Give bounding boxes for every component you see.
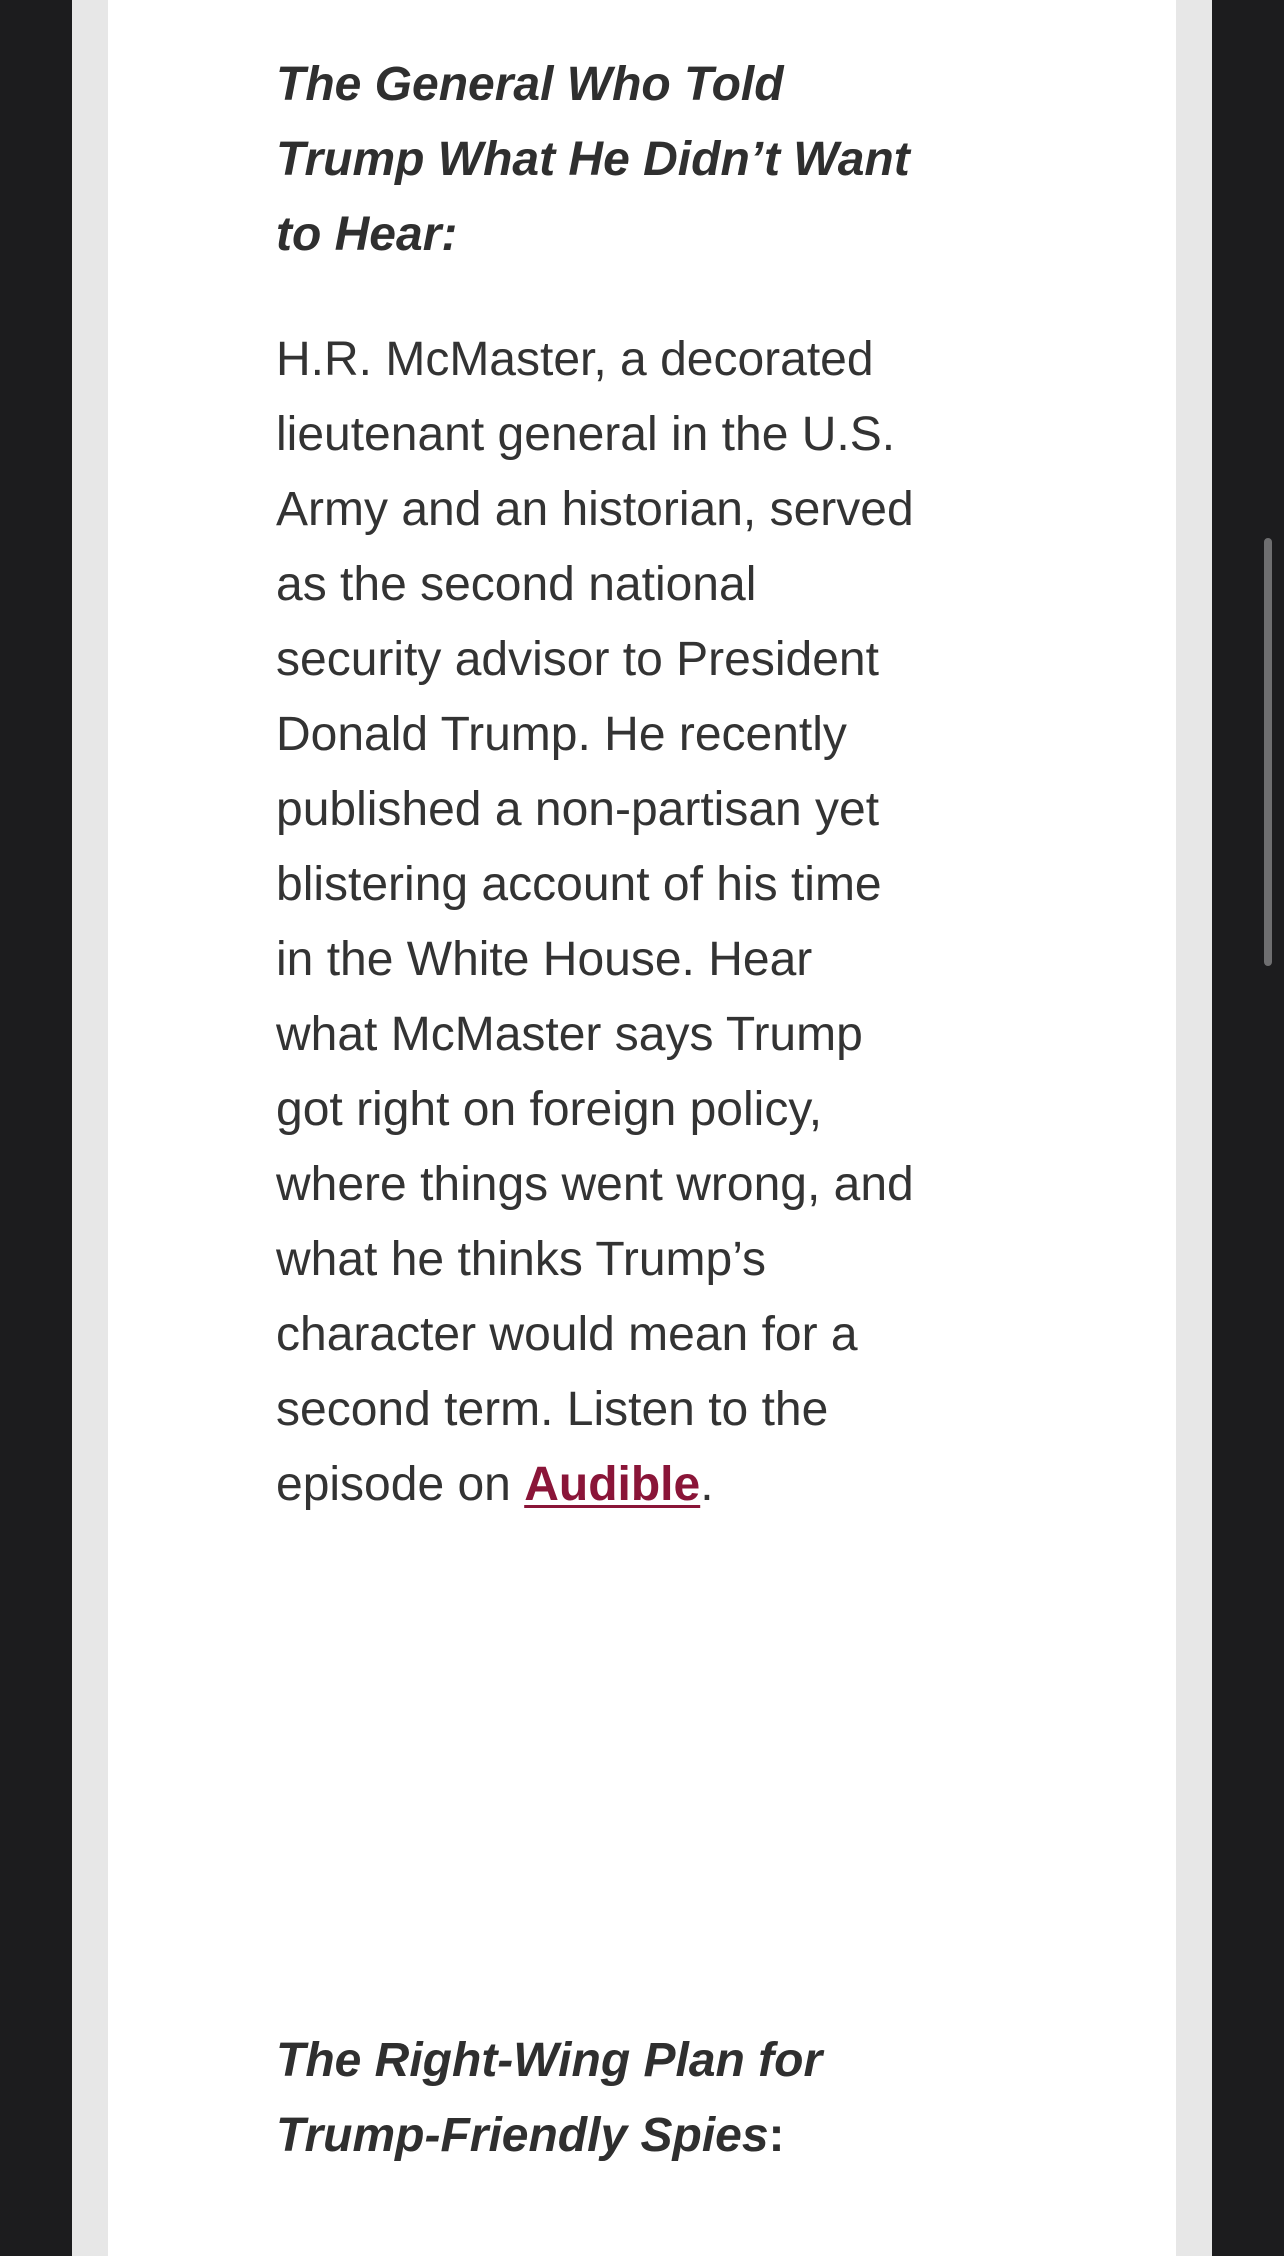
body-period: . xyxy=(700,1458,714,1511)
section-body-mcmaster xyxy=(276,322,916,1522)
audible-link[interactable]: Audible xyxy=(524,1458,701,1511)
heading-colon: : xyxy=(768,2109,785,2162)
section-heading-spies xyxy=(276,2023,916,2173)
scrollbar-thumb[interactable] xyxy=(1264,538,1272,966)
heading-text: The Right-Wing Plan for Trump-Friendly Spies xyxy=(276,2034,823,2162)
section-heading-mcmaster: The General Who Told Trump What He Didn’t Want to Hear: xyxy=(276,58,910,261)
body-text: H.R. McMaster, a decorated lieutenant general in the U.S. Army and an historian, served as the second national security advisor to President Donald Trump. He recently published a non-partisan yet blistering account of his time in the White House. Hear what McMaster says Trump got right on foreign policy, where things went wrong, and what he thinks Trump’s character would mean for a second term. Listen to the episode on xyxy=(276,333,914,1511)
